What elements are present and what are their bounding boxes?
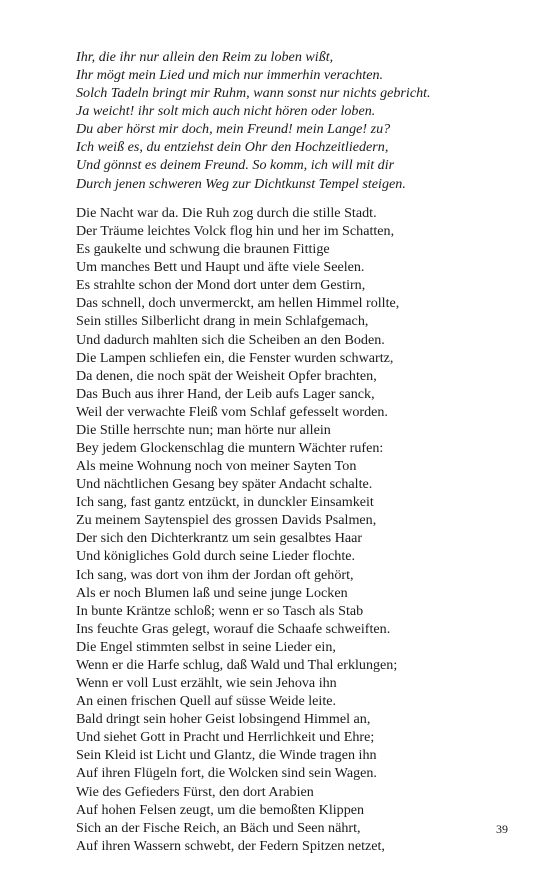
poem-line: Bey jedem Glockenschlag die muntern Wächter rufen: — [76, 440, 384, 457]
poem-line: Wie des Gefieders Fürst, den dort Arabien — [76, 783, 314, 800]
poem-line: Ihr, die ihr nur allein den Reim zu loben wißt, — [76, 49, 334, 65]
poem-line: Die Lampen schliefen ein, die Fenster wurden schwartz, — [76, 349, 394, 366]
poem-line: Da denen, die noch spät der Weisheit Opfer brachten, — [76, 367, 377, 384]
poem-line: Zu meinem Saytenspiel des grossen Davids Psalmen, — [76, 512, 377, 529]
poem-line: Wenn er die Harfe schlug, daß Wald und Thal erklungen; — [76, 656, 398, 673]
poem-line: Die Nacht war da. Die Ruh zog durch die stille Stadt. — [76, 205, 377, 221]
page-number: 39 — [496, 822, 508, 836]
poem-line: Und nächtlichen Gesang bey später Andacht schalte. — [76, 476, 373, 493]
poem-line: Auf hohen Felsen zeugt, um die bemoßten Klippen — [76, 801, 365, 818]
poem-line: Der sich den Dichterkrantz um sein gesalbtes Haar — [76, 530, 363, 547]
poem-line: Und königliches Gold durch seine Lieder flochte. — [76, 548, 356, 565]
poem-line: Der Träume leichtes Volck flog hin und her im Schatten, — [76, 223, 395, 240]
poem-line: Sein Kleid ist Licht und Glantz, die Winde tragen ihn — [76, 747, 377, 764]
poem-line: Ich sang, fast gantz entzückt, in dunckler Einsamkeit — [76, 494, 374, 511]
poem-body — [76, 204, 526, 855]
poem-line: Durch jenen schweren Weg zur Dichtkunst Tempel steigen. — [76, 175, 406, 192]
poem-line: Die Engel stimmten selbst in seine Lieder ein, — [76, 638, 336, 655]
poem-line: Und siehet Gott in Pracht und Herrlichkeit und Ehre; — [76, 729, 375, 746]
poem-line: Weil der verwachte Fleiß vom Schlaf gefesselt worden. — [76, 403, 388, 420]
poem-line: An einen frischen Quell auf süsse Weide leite. — [76, 693, 337, 710]
poem-line: Ich sang, was dort von ihm der Jordan oft gehört, — [76, 566, 354, 583]
poem-line: Bald dringt sein hoher Geist lobsingend Himmel an, — [76, 711, 371, 728]
poem-line: Ich weiß es, du entziehst dein Ohr den Hochzeitliedern, — [76, 139, 389, 156]
poem-line: Auf ihren Wassern schwebt, der Federn Spitzen netzet, — [76, 837, 385, 854]
poem-line: Sich an der Fische Reich, an Bäch und Seen nährt, — [76, 819, 361, 836]
poem-line: Als meine Wohnung noch von meiner Sayten Ton — [76, 458, 357, 475]
poem-line: Und gönnst es deinem Freund. So komm, ich will mit dir — [76, 157, 395, 174]
poem-line: Das Buch aus ihrer Hand, der Leib aufs Lager sanck, — [76, 385, 375, 402]
poem-line: Als er noch Blumen laß und seine junge Locken — [76, 584, 348, 601]
poem-line: Ja weicht! ihr solt mich auch nicht hören oder loben. — [76, 103, 376, 120]
poem-line: Wenn er voll Lust erzählt, wie sein Jehova ihn — [76, 675, 337, 692]
poem-line: Sein stilles Silberlicht drang in mein Schlafgemach, — [76, 313, 369, 330]
poem-line: Es gaukelte und schwung die braunen Fittige — [76, 241, 330, 258]
poem-line: Das schnell, doch unvermerckt, am hellen Himmel rollte, — [76, 295, 400, 312]
poem-line: Ins feuchte Gras gelegt, worauf die Schaafe schweiften. — [76, 620, 391, 637]
poem-line: Die Stille herrschte nun; man hörte nur allein — [76, 421, 331, 438]
poem-line: Solch Tadeln bringt mir Ruhm, wann sonst nur nichts gebricht. — [76, 85, 431, 102]
poem-line: Es strahlte schon der Mond dort unter dem Gestirn, — [76, 277, 366, 294]
poem-line: Ihr mögt mein Lied und mich nur immerhin verachten. — [76, 67, 384, 84]
italic-stanza — [76, 48, 526, 193]
poem-line: Du aber hörst mir doch, mein Freund! mein Lange! zu? — [76, 121, 391, 138]
poem-line: Um manches Bett und Haupt und äfte viele Seelen. — [76, 259, 365, 276]
poem-line: Und dadurch mahlten sich die Scheiben an den Boden. — [76, 331, 385, 348]
poem-line: In bunte Kräntze schloß; wenn er so Tasch als Stab — [76, 602, 364, 619]
poem-line: Auf ihren Flügeln fort, die Wolcken sind sein Wagen. — [76, 765, 377, 782]
